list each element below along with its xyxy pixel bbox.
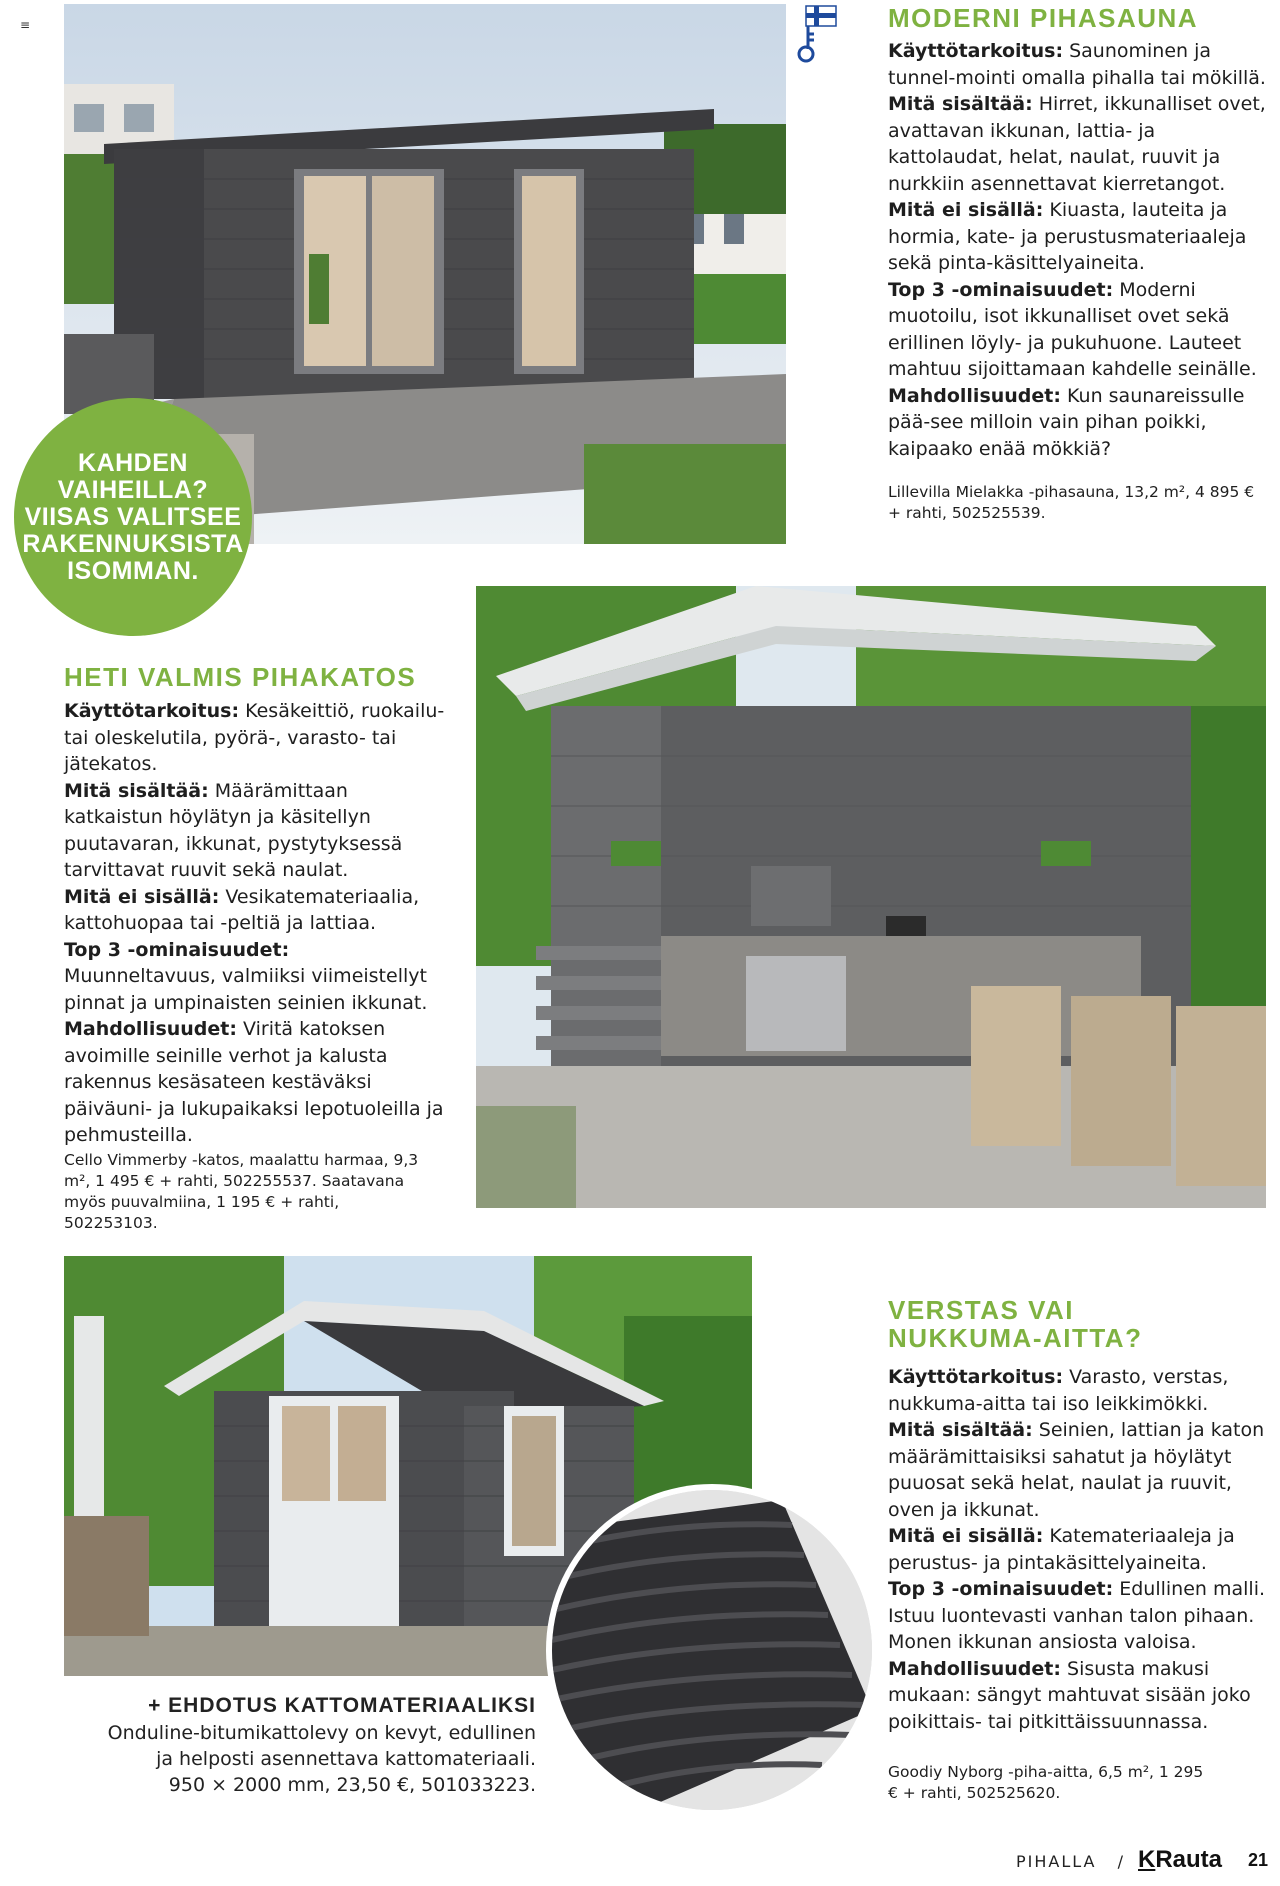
footer-separator: /: [1117, 1852, 1125, 1871]
sauna-description: [888, 38, 1273, 462]
badge-line: VIISAS VALITSEE: [24, 502, 242, 531]
roof-suggestion-line: 950 × 2000 mm, 23,50 €, 501033223.: [168, 1774, 536, 1796]
sauna-paragraph: Mitä ei sisällä: Kiuasta, lauteita ja hormia, kate- ja perustusmateriaaleja sekä pinta-käsittelyaineita.: [888, 199, 1247, 274]
katos-paragraph: Top 3 -ominaisuudet: Muunneltavuus, valmiiksi viimeistellyt pinnat ja umpinaisten seinien ikkunat.: [64, 938, 428, 1014]
aitta-title: [888, 1296, 1142, 1352]
katos-caption: Cello Vimmerby -katos, maalattu harmaa, 9,3 m², 1 495 € + rahti, 502255537. Saatavana myös puuvalmiina, 1 195 € + rahti, 502253103.: [64, 1151, 419, 1232]
katos-title: HETI VALMIS PIHAKATOS: [64, 662, 417, 692]
katos-paragraph: Mitä sisältää: Määrämittaan katkaistun höylätyn ja käsitellyn puutavaran, ikkunat, pystytyksessä tarvittavat ruuvit sekä naulat.: [64, 779, 403, 881]
katos-photo: [476, 586, 1266, 1208]
roof-suggestion-line: ja helposti asennettava kattomateriaali.: [156, 1748, 536, 1770]
roof-suggestion: [100, 1692, 536, 1798]
finnish-key-icon: [792, 4, 842, 64]
page-number: 21: [1248, 1850, 1269, 1870]
aitta-paragraph: Käyttötarkoitus: Varasto, verstas, nukkuma-aitta tai iso leikkimökki.: [888, 1366, 1229, 1415]
aitta-paragraph: Mahdollisuudet: Sisusta makusi mukaan: sängyt mahtuvat sisään joko poikittais- tai pitkittäissuunnassa.: [888, 1657, 1251, 1733]
k-rauta-logo: [1138, 1846, 1222, 1874]
katos-description: [64, 698, 446, 1149]
onduline-roof-sample-photo: [552, 1490, 872, 1810]
katos-paragraph: Käyttötarkoitus: Kesäkeittiö, ruokailu- tai oleskelutila, pyörä-, varasto- tai jätekatos.: [64, 700, 445, 775]
aitta-title-line: NUKKUMA-AITTA?: [888, 1323, 1143, 1353]
promo-badge: [14, 398, 252, 636]
aitta-paragraph: Top 3 -ominaisuudet: Edullinen malli. Istuu luontevasti vanhan talon pihaan. Monen ikkunan ansiosta valoisa.: [888, 1578, 1266, 1653]
aitta-description: [888, 1364, 1273, 1735]
menu-icon[interactable]: ≡: [20, 18, 31, 32]
aitta-paragraph: Mitä sisältää: Seinien, lattian ja katon määrämittaisiksi sahatut ja höylätyt puuosat sekä helat, naulat ja ruuvit, oven ja ikkunat.: [888, 1419, 1265, 1521]
k-rauta-wordmark: Rauta: [1155, 1846, 1223, 1873]
roof-suggestion-line: Onduline-bitumikattolevy on kevyt, edullinen: [107, 1722, 536, 1744]
badge-line: KAHDEN: [78, 448, 188, 477]
aitta-paragraph: Mitä ei sisällä: Katemateriaaleja ja perustus- ja pintakäsittelyaineita.: [888, 1525, 1235, 1574]
roof-suggestion-heading: + EHDOTUS KATTOMATERIAALIKSI: [148, 1694, 536, 1717]
badge-line: ISOMMAN.: [67, 556, 199, 585]
katos-paragraph: Mitä ei sisällä: Vesikatemateriaalia, kattohuopaa tai -peltiä ja lattiaa.: [64, 885, 420, 934]
sauna-title: MODERNI PIHASAUNA: [888, 3, 1199, 33]
page-footer: [1016, 1852, 1139, 1871]
badge-line: VAIHEILLA?: [57, 475, 209, 504]
aitta-title-line: VERSTAS VAI: [888, 1295, 1075, 1325]
badge-line: RAKENNUKSISTA: [22, 529, 244, 558]
sauna-paragraph: Mahdollisuudet: Kun saunareissulle pää-see milloin vain pihan poikki, kaipaako enää mökkiä?: [888, 384, 1245, 460]
sauna-caption: Lillevilla Mielakka -pihasauna, 13,2 m², 4 895 € + rahti, 502525539.: [888, 483, 1255, 522]
sauna-paragraph: Mitä sisältää: Hirret, ikkunalliset ovet, avattavan ikkunan, lattia- ja kattolaudat, helat, naulat, ruuvit ja nurkkiin asennettavat kierretangot.: [888, 93, 1266, 195]
aitta-caption: Goodiy Nyborg -piha-aitta, 6,5 m², 1 295 € + rahti, 502525620.: [888, 1763, 1204, 1802]
footer-section: PIHALLA: [1016, 1852, 1097, 1871]
katos-paragraph: Mahdollisuudet: Viritä katoksen avoimille seinille verhot ja kalusta rakennus kesäsateen kestäväksi päiväuni- ja lukupaikaksi lepotuoleilla ja pehmusteilla.: [64, 1018, 444, 1146]
k-rauta-mark: K: [1138, 1846, 1156, 1873]
sauna-paragraph: Top 3 -ominaisuudet: Moderni muotoilu, isot ikkunalliset ovet sekä erillinen löyly- ja pukuhuone. Lauteet mahtuu sijoittamaan kahdelle seinälle.: [888, 278, 1257, 380]
sauna-paragraph: Käyttötarkoitus: Saunominen ja tunnel-mointi omalla pihalla tai mökillä.: [888, 40, 1266, 89]
